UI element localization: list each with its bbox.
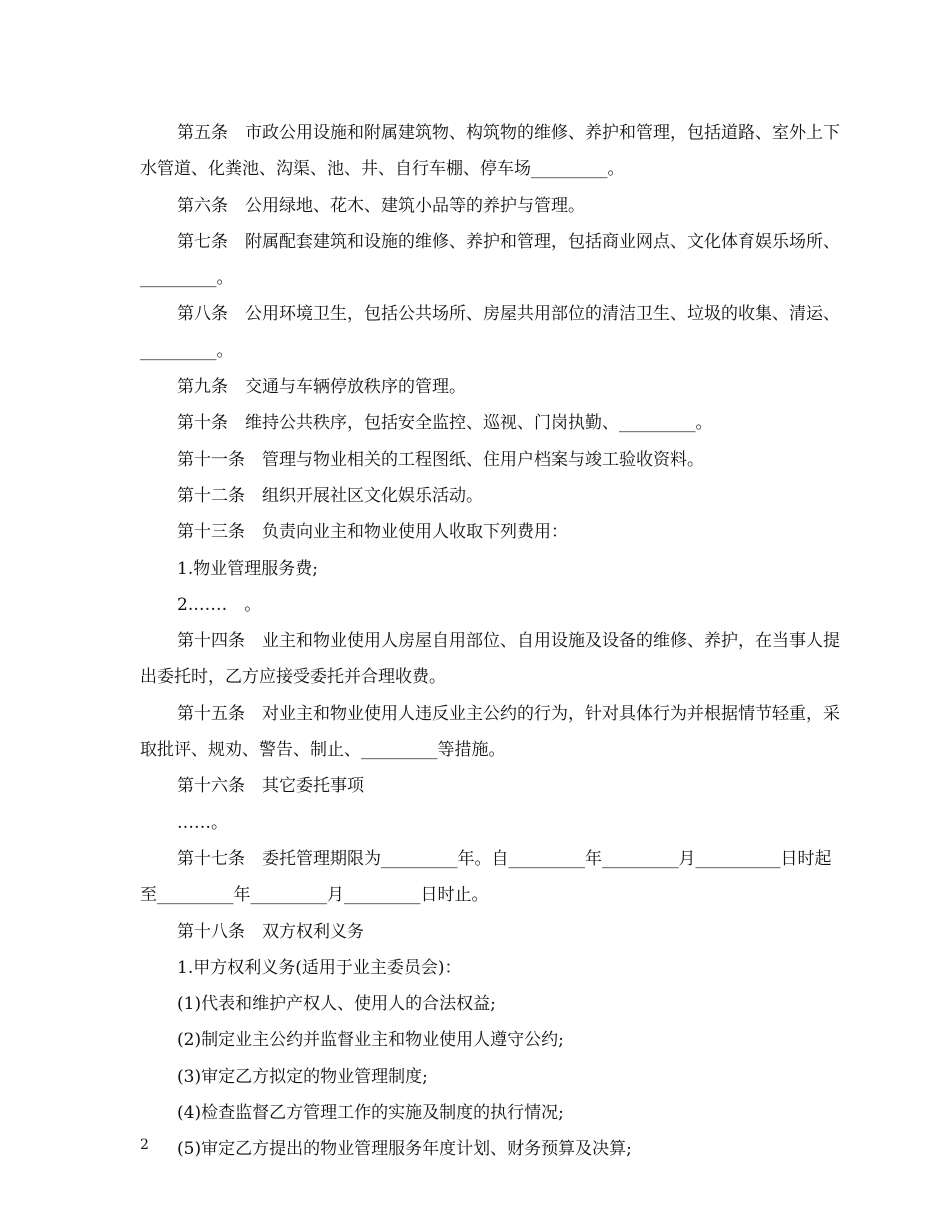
paragraph: 第五条 市政公用设施和附属建筑物、构筑物的维修、养护和管理，包括道路、室外上下水管道、化粪池、沟渠、池、井、自行车棚、停车场_________。 bbox=[140, 123, 840, 180]
paragraph: ……。 bbox=[177, 812, 228, 833]
paragraph: 第十五条 对业主和物业使用人违反业主公约的行为，针对具体行为并根据情节轻重，采取批评、规劝、警告、制止、_________等措施。 bbox=[140, 703, 840, 761]
paragraph: (2)制定业主公约并监督业主和物业使用人遵守公约; bbox=[177, 1030, 564, 1051]
paragraph: 第十七条 委托管理期限为_________年。自_________年_________月__________日时起至_________年_________月_________日时止。 bbox=[140, 848, 832, 906]
paragraph: 第十八条 双方权利义务 bbox=[177, 921, 364, 942]
page-number: 2 bbox=[140, 1137, 149, 1153]
paragraph: (3)审定乙方拟定的物业管理制度; bbox=[177, 1066, 428, 1087]
paragraph: 1.甲方权利义务(适用于业主委员会)： bbox=[177, 957, 462, 978]
document-body bbox=[140, 115, 840, 1168]
paragraph: (4)检查监督乙方管理工作的实施及制度的执行情况; bbox=[177, 1103, 564, 1124]
paragraph: 1.物业管理服务费; bbox=[177, 558, 318, 579]
paragraph: 第十一条 管理与物业相关的工程图纸、住用户档案与竣工验收资料。 bbox=[177, 449, 704, 470]
paragraph: 第十条 维持公共秩序，包括安全监控、巡视、门岗执勤、_________。 bbox=[177, 413, 713, 434]
paragraph: 第十三条 负责向业主和物业使用人收取下列费用： bbox=[177, 522, 568, 543]
paragraph: 第九条 交通与车辆停放秩序的管理。 bbox=[177, 377, 466, 398]
paragraph: (5)审定乙方提出的物业管理服务年度计划、财务预算及决算; bbox=[177, 1139, 632, 1160]
paragraph: 第六条 公用绿地、花木、建筑小品等的养护与管理。 bbox=[177, 195, 585, 216]
paragraph: 2.…… 。 bbox=[177, 594, 262, 615]
paragraph: 第七条 附属配套建筑和设施的维修、养护和管理，包括商业网点、文化体育娱乐场所、_________。 bbox=[140, 231, 840, 289]
paragraph: 第十四条 业主和物业使用人房屋自用部位、自用设施及设备的维修、养护，在当事人提出委托时，乙方应接受委托并合理收费。 bbox=[140, 631, 840, 688]
paragraph: (1)代表和维护产权人、使用人的合法权益; bbox=[177, 994, 496, 1015]
paragraph: 第十六条 其它委托事项 bbox=[177, 776, 364, 797]
paragraph: 第八条 公用环境卫生，包括公共场所、房屋共用部位的清洁卫生、垃圾的收集、清运、_________。 bbox=[140, 304, 840, 361]
paragraph: 第十二条 组织开展社区文化娱乐活动。 bbox=[177, 485, 483, 506]
